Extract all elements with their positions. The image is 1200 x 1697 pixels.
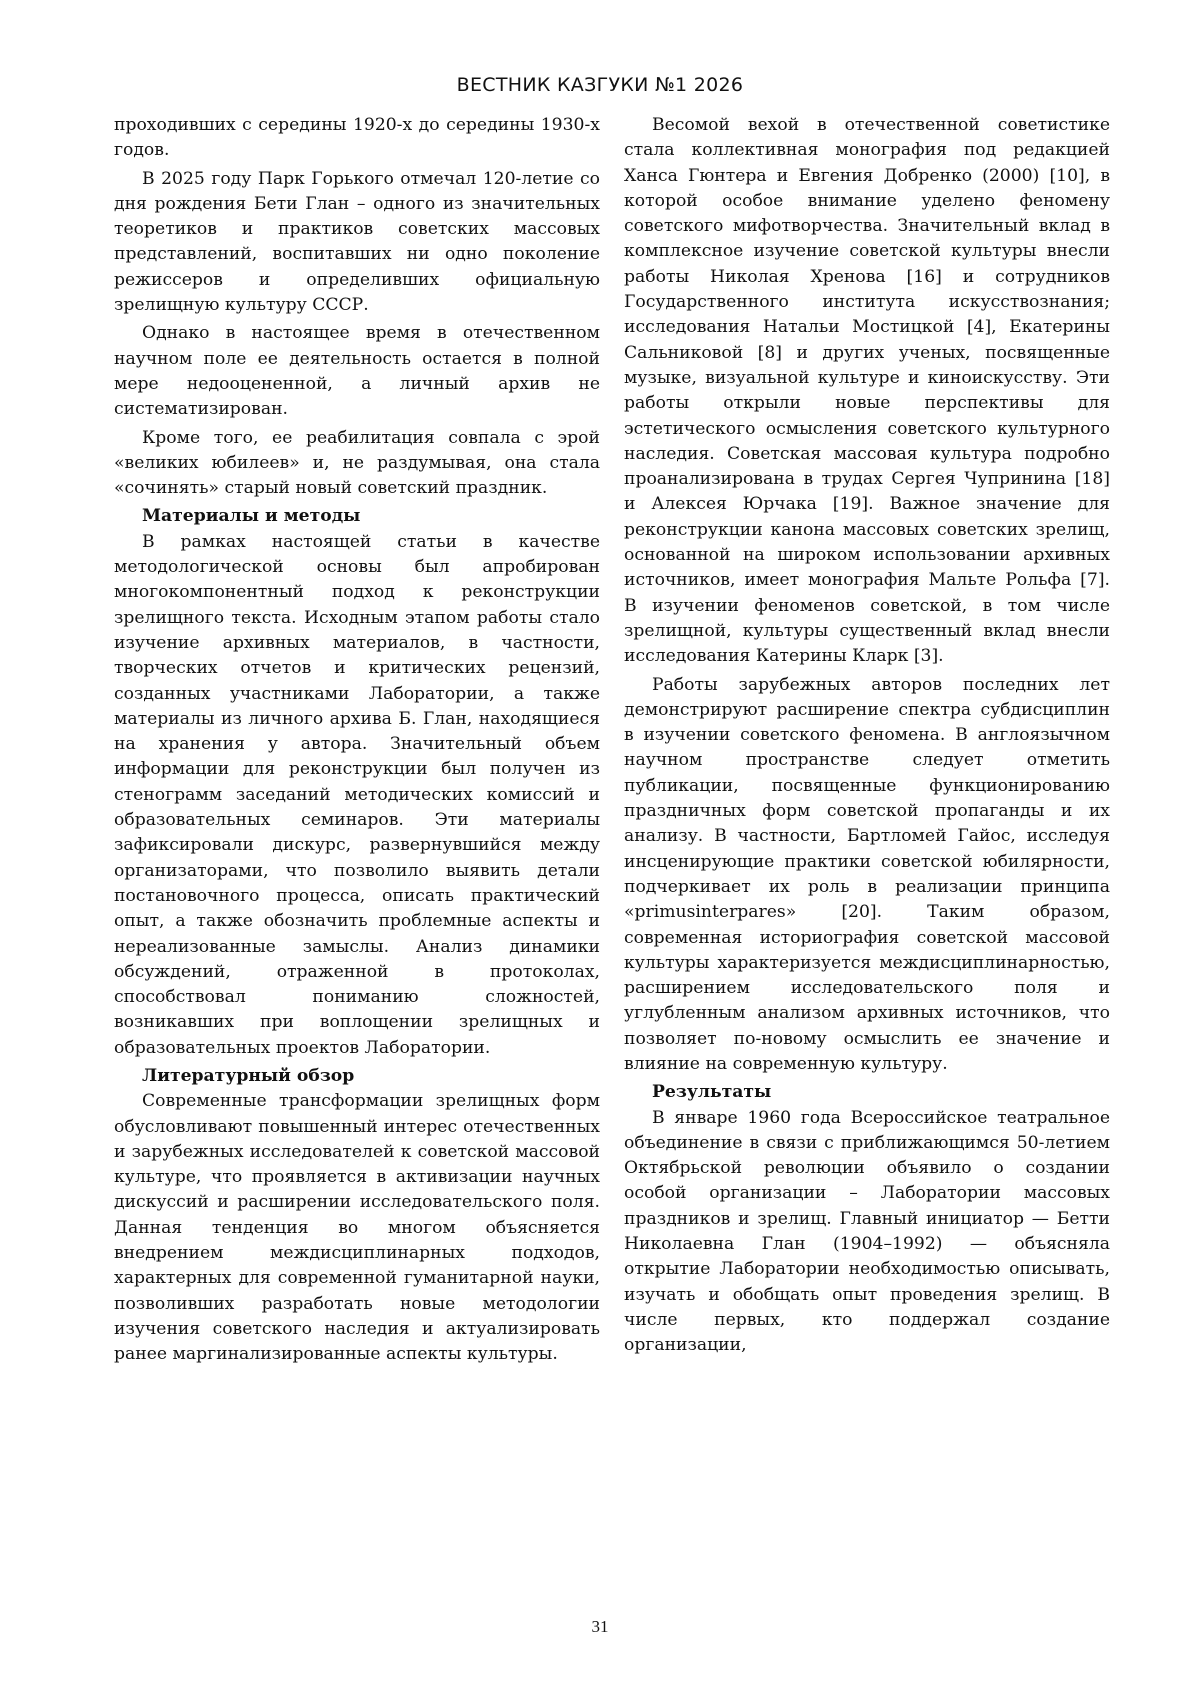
page-number: 31: [591, 1617, 609, 1636]
right-column: [624, 113, 1110, 1362]
section-heading-methods: Материалы и методы: [142, 506, 361, 527]
paragraph-foreign-authors: Работы зарубежных авторов последних лет демонстрируют расширение спектра субдисциплин в изучении советского феномена. В англоязычном научном пространстве следует отметить публикации, посвященные функционированию праздничных форм советской пропаганды и их анализу. В частности, Бартломей Гайос, исследуя инсценирующие практики советской юбилярности, подчеркивает их роль в реализации принципа «primusinterpares» [20]. Таким образом, современная историография советской массовой культуры характеризуется междисциплинарностью, расширением исследовательского поля и углубленным анализом архивных источников, что позволяет по-новому осмыслить ее значение и влияние на современную культуру.: [624, 674, 1110, 1074]
paragraph-sovietology: Весомой вехой в отечественной советистике стала коллективная монография под редакцией Ханса Гюнтера и Евгения Добренко (2000) [10], в которой особое внимание уделено феномену советского мифотворчества. Значительный вклад в комплексное изучение советской культуры внесли работы Николая Хренова [16] и сотрудников Государственного института искусствознания; исследования Натальи Мостицкой [4], Екатерины Сальниковой [8] и других ученых, посвященные музыке, визуальной культуре и киноискусству. Эти работы открыли новые перспективы для эстетического осмысления советского культурного наследия. Советская массовая культура подробно проанализирована в трудах Сергея Чупринина [18] и Алексея Юрчака [19]. Важное значение для реконструкции канона массовых советских зрелищ, основанной на широком использовании архивных источников, имеет монография Мальте Рольфа [7]. В изучении феноменов советской, в том числе зрелищной, культуры существенный вклад внесли исследования Катерины Кларк [3].: [624, 115, 1110, 667]
section-heading-results: Результаты: [652, 1082, 772, 1103]
journal-header: ВЕСТНИК КАЗГУКИ №1 2026: [456, 74, 744, 96]
paragraph-anniversary: В 2025 году Парк Горького отмечал 120-летие со дня рождения Бети Глан – одного из значительных теоретиков и практиков советских массовых представлений, воспитавших ни одно поколение режиссеров и определивших официальную зрелищную культуру СССР.: [114, 168, 600, 316]
paragraph-underestimated: Однако в настоящее время в отечественном научном поле ее деятельность остается в полной мере недооцененной, а личный архив не систематизирован.: [114, 323, 600, 420]
paragraph-results: В январе 1960 года Всероссийское театральное объединение в связи с приближающимся 50-летием Октябрьской революции объявило о создании особой организации – Лаборатории массовых праздников и зрелищ. Главный инициатор — Бетти Николаевна Глан (1904–1992) — объясняла открытие Лаборатории необходимостью описывать, изучать и обобщать опыт проведения зрелищ. В числе первых, кто поддержал создание организации,: [624, 1107, 1110, 1356]
paragraph-continuation: проходивших с середины 1920-х до середины 1930-х годов.: [114, 115, 600, 161]
paragraph-methods: В рамках настоящей статьи в качестве методологической основы был апробирован многокомпонентный подход к реконструкции зрелищного текста. Исходным этапом работы стало изучение архивных материалов, в частности, творческих отчетов и критических рецензий, созданных участниками Лаборатории, а также материалы из личного архива Б. Глан, находящиеся на хранения у автора. Значительный объем информации для реконструкции был получен из стенограмм заседаний методических комиссий и образовательных семинаров. Эти материалы зафиксировали дискурс, развернувшийся между организаторами, что позволило выявить детали постановочного процесса, описать практический опыт, а также обозначить проблемные аспекты и нереализованные замыслы. Анализ динамики обсуждений, отраженной в протоколах, способствовал пониманию сложностей, возникавших при воплощении зрелищных и образовательных проектов Лаборатории.: [114, 531, 600, 1058]
paragraph-literature-review: Современные трансформации зрелищных форм обусловливают повышенный интерес отечественных и зарубежных исследователей к советской массовой культуре, что проявляется в активизации научных дискуссий и расширении исследовательского поля. Данная тенденция во многом объясняется внедрением междисциплинарных подходов, характерных для современной гуманитарной науки, позволивших разработать новые методологии изучения советского наследия и актуализировать ранее маргинализированные аспекты культуры.: [114, 1091, 600, 1365]
left-column: [114, 113, 600, 1371]
paragraph-rehabilitation: Кроме того, ее реабилитация совпала с эрой «великих юбилеев» и, не раздумывая, она стала «сочинять» старый новый советский праздник.: [114, 427, 600, 499]
section-heading-literature-review: Литературный обзор: [142, 1065, 355, 1086]
